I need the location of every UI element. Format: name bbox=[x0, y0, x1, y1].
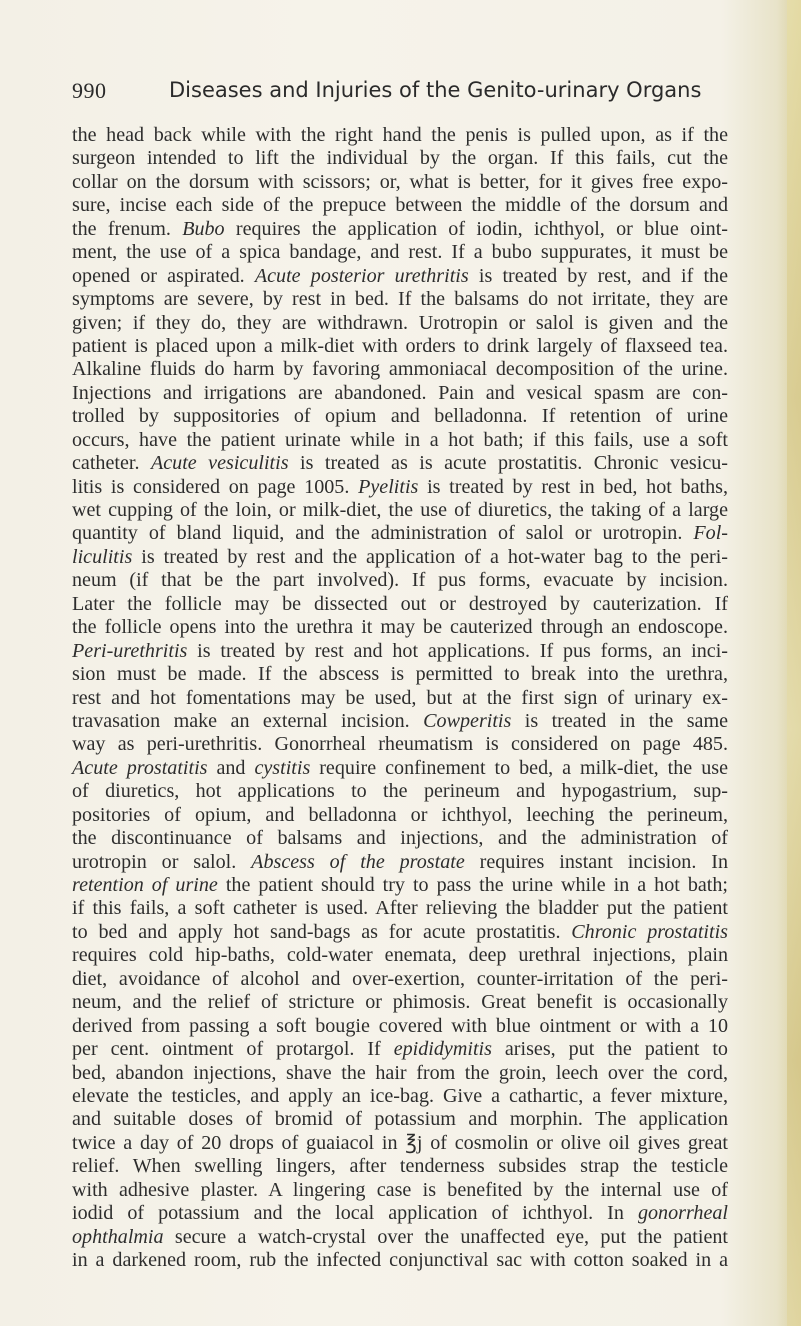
text-run: urotropin or salol. bbox=[72, 850, 252, 873]
text-line bbox=[72, 1062, 728, 1085]
text-run: relief. When swelling lingers, after tenderness subsides strap the testicle bbox=[72, 1155, 728, 1178]
page-number: 990 bbox=[72, 78, 107, 103]
text-line bbox=[72, 312, 728, 335]
text-run: to bed and apply hot sand-bags as for acute prostatitis. bbox=[72, 920, 572, 943]
text-run: Alkaline fluids do harm by favoring ammoniacal decomposition of the urine. bbox=[72, 358, 728, 381]
text-line bbox=[72, 358, 728, 381]
text-run: symptoms are severe, by rest in bed. If the balsams do not irritate, they are bbox=[72, 288, 728, 311]
text-run: requires the application of iodin, ichthyol, or blue oint- bbox=[224, 217, 728, 240]
text-run: the patient should try to pass the urine while in a hot bath; bbox=[217, 874, 728, 896]
text-run: in a darkened room, rub the infected conjunctival sac with cotton soaked in a bbox=[72, 1249, 728, 1271]
text-line bbox=[72, 687, 728, 710]
text-line bbox=[72, 1179, 728, 1202]
text-run: neum (if that be the part involved). If pus forms, evacuate by incision. bbox=[72, 569, 728, 592]
text-line bbox=[72, 241, 728, 264]
text-line bbox=[72, 452, 728, 475]
text-line bbox=[72, 710, 728, 733]
text-run: elevate the testicles, and apply an ice-bag. Give a cathartic, a fever mixture, bbox=[72, 1084, 728, 1107]
text-line bbox=[72, 1015, 728, 1038]
text-line bbox=[72, 640, 728, 663]
italic-term: epididymitis bbox=[393, 1038, 492, 1061]
text-run: quantity of bland liquid, and the administration of salol or urotropin. bbox=[72, 522, 694, 545]
text-line bbox=[72, 476, 728, 499]
text-line bbox=[72, 1132, 728, 1155]
page-edge bbox=[787, 0, 801, 1326]
text-line bbox=[72, 1085, 728, 1108]
text-line bbox=[72, 499, 728, 522]
italic-term: Acute posterior urethritis bbox=[254, 264, 469, 287]
text-run: is treated by rest, and if the bbox=[468, 264, 728, 287]
running-head: Diseases and Injuries of the Genito-urinary Organs bbox=[169, 78, 702, 102]
text-line bbox=[72, 780, 728, 803]
text-run: travasation make an external incision. bbox=[72, 709, 424, 732]
text-run: secure a watch-crystal over the unaffected eye, put the patient bbox=[163, 1225, 728, 1248]
text-line bbox=[72, 733, 728, 756]
italic-term: gonorrheal bbox=[637, 1202, 728, 1225]
text-run: arises, put the patient to bbox=[491, 1038, 728, 1061]
text-line bbox=[72, 546, 728, 569]
text-run: surgeon intended to lift the individual by the organ. If this fails, cut the bbox=[72, 147, 728, 170]
text-line bbox=[72, 405, 728, 428]
text-run: Injections and irrigations are abandoned. Pain and vesical spasm are con- bbox=[72, 381, 728, 404]
italic-term: Abscess of the prostate bbox=[251, 850, 465, 873]
text-run: given; if they do, they are withdrawn. Urotropin or salol is given and the bbox=[72, 311, 728, 334]
text-run: the head back while with the right hand the penis is pulled upon, as if the bbox=[72, 124, 728, 146]
page-header bbox=[72, 78, 732, 112]
text-line bbox=[72, 593, 728, 616]
text-line bbox=[72, 851, 728, 874]
text-line bbox=[72, 218, 728, 241]
text-line bbox=[72, 335, 728, 358]
text-run: of diuretics, hot applications to the perineum and hypogastrium, sup- bbox=[72, 780, 728, 803]
text-line bbox=[72, 921, 728, 944]
text-line bbox=[72, 522, 728, 545]
italic-term: ophthalmia bbox=[72, 1225, 164, 1248]
text-run: wet cupping of the loin, or milk-diet, the use of diuretics, the taking of a large bbox=[72, 499, 728, 521]
text-run: collar on the dorsum with scissors; or, what is better, for it gives free expo- bbox=[72, 170, 728, 193]
text-line bbox=[72, 944, 728, 967]
italic-term: liculitis bbox=[72, 545, 133, 568]
italic-term: Chronic prostatitis bbox=[571, 920, 728, 943]
text-run: neum, and the relief of stricture or phimosis. Great benefit is occasionally bbox=[72, 991, 728, 1014]
text-line bbox=[72, 968, 728, 991]
text-run: the frenum. bbox=[72, 217, 183, 240]
text-line bbox=[72, 616, 728, 639]
italic-term: Fol- bbox=[693, 522, 728, 545]
text-run: per cent. ointment of protargol. If bbox=[72, 1038, 394, 1061]
text-run: derived from passing a soft bougie covered with blue ointment or with a 10 bbox=[72, 1014, 728, 1037]
text-run: is treated by rest in bed, hot baths, bbox=[418, 475, 728, 498]
text-line bbox=[72, 897, 728, 920]
text-run: if this fails, a soft catheter is used. After relieving the bladder put the patient bbox=[72, 897, 728, 920]
text-run: litis is considered on page 1005. bbox=[72, 475, 359, 498]
italic-term: Cowperitis bbox=[423, 709, 512, 732]
text-run: bed, abandon injections, shave the hair from the groin, leech over the cord, bbox=[72, 1061, 728, 1084]
text-run: rest and hot fomentations may be used, but at the first sign of urinary ex- bbox=[72, 686, 728, 709]
text-line bbox=[72, 1226, 728, 1249]
text-run: sure, incise each side of the prepuce between the middle of the dorsum and bbox=[72, 194, 728, 217]
text-line bbox=[72, 171, 728, 194]
text-run: is treated by rest and hot applications. If pus forms, an inci- bbox=[187, 639, 728, 662]
text-run: requires instant incision. In bbox=[464, 850, 729, 873]
italic-term: Pyelitis bbox=[358, 475, 419, 498]
text-run: Later the follicle may be dissected out or destroyed by cauterization. If bbox=[72, 592, 728, 615]
text-run: positories of opium, and belladonna or ichthyol, leeching the perineum, bbox=[72, 803, 728, 826]
text-line bbox=[72, 663, 728, 686]
text-run: catheter. bbox=[72, 452, 151, 475]
text-run: is treated in the same bbox=[511, 709, 728, 732]
text-run: is treated as is acute prostatitis. Chronic vesicu- bbox=[288, 452, 728, 475]
text-run: and bbox=[207, 756, 255, 779]
body-paragraph bbox=[72, 124, 728, 1272]
text-line bbox=[72, 757, 728, 780]
italic-term: Bubo bbox=[182, 217, 225, 240]
italic-term: Peri-urethritis bbox=[72, 639, 188, 662]
text-line bbox=[72, 124, 728, 147]
text-line bbox=[72, 1155, 728, 1178]
text-line bbox=[72, 288, 728, 311]
text-run: with adhesive plaster. A lingering case is benefited by the internal use of bbox=[72, 1178, 728, 1201]
text-run: trolled by suppositories of opium and belladonna. If retention of urine bbox=[72, 405, 728, 428]
text-run: the discontinuance of balsams and injections, and the administration of bbox=[72, 827, 728, 850]
text-run: iodid of potassium and the local application of ichthyol. In bbox=[72, 1202, 638, 1225]
text-line bbox=[72, 874, 728, 897]
text-line bbox=[72, 265, 728, 288]
text-run: occurs, have the patient urinate while in a hot bath; if this fails, use a soft bbox=[72, 428, 728, 451]
text-run: twice a day of 20 drops of guaiacol in ℥j of cosmolin or olive oil gives great bbox=[72, 1131, 728, 1154]
text-line bbox=[72, 1038, 728, 1061]
text-line bbox=[72, 991, 728, 1014]
text-line bbox=[72, 194, 728, 217]
text-run: the follicle opens into the urethra it may be cauterized through an endoscope. bbox=[72, 616, 728, 639]
text-run: and suitable doses of bromid of potassium and morphin. The application bbox=[72, 1108, 728, 1131]
text-line bbox=[72, 382, 728, 405]
text-line bbox=[72, 1108, 728, 1131]
text-run: require confinement to bed, a milk-diet, the use bbox=[310, 756, 728, 779]
text-run: ment, the use of a spica bandage, and rest. If a bubo suppurates, it must be bbox=[72, 241, 728, 264]
text-line bbox=[72, 827, 728, 850]
text-run: is treated by rest and the application of a hot-water bag to the peri- bbox=[132, 545, 728, 568]
text-line bbox=[72, 147, 728, 170]
text-line bbox=[72, 1202, 728, 1225]
text-run: diet, avoidance of alcohol and over-exertion, counter-irritation of the peri- bbox=[72, 967, 728, 990]
italic-term: Acute vesiculitis bbox=[150, 452, 289, 475]
text-line bbox=[72, 429, 728, 452]
italic-term: Acute prostatitis bbox=[72, 756, 208, 779]
text-run: sion must be made. If the abscess is permitted to break into the urethra, bbox=[72, 663, 728, 686]
text-line bbox=[72, 569, 728, 592]
italic-term: retention of urine bbox=[72, 874, 218, 896]
text-run: patient is placed upon a milk-diet with orders to drink largely of flaxseed tea. bbox=[72, 334, 728, 357]
italic-term: cystitis bbox=[254, 756, 311, 779]
text-run: opened or aspirated. bbox=[72, 264, 255, 287]
text-run: requires cold hip-baths, cold-water enemata, deep urethral injections, plain bbox=[72, 944, 728, 967]
text-run: way as peri-urethritis. Gonorrheal rheumatism is considered on page 485. bbox=[72, 733, 728, 756]
text-line bbox=[72, 804, 728, 827]
text-line bbox=[72, 1249, 728, 1272]
